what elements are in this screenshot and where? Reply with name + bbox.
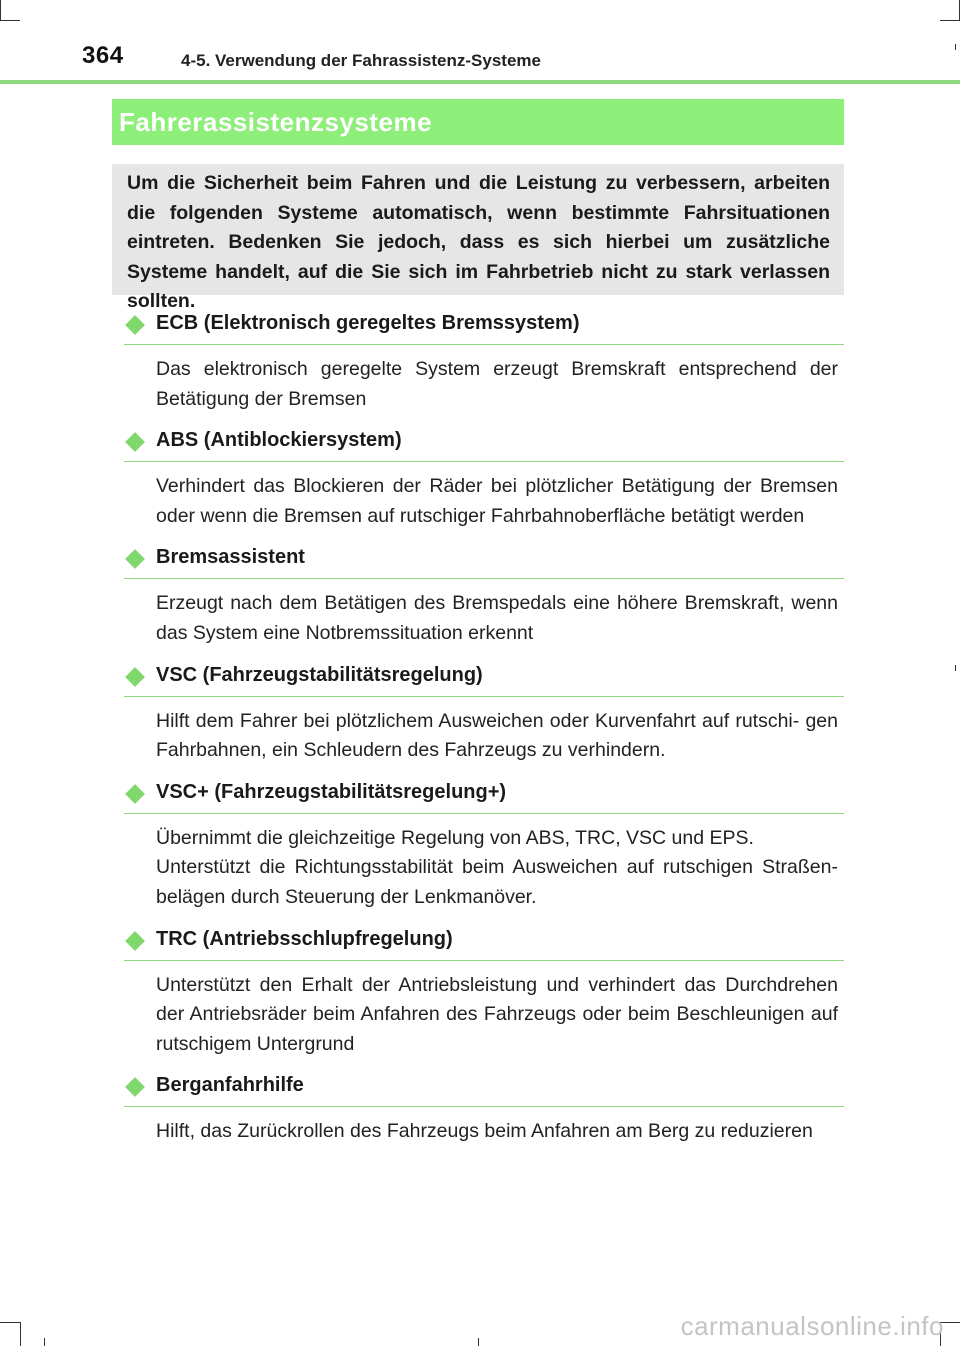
item-heading xyxy=(124,660,844,697)
list-item xyxy=(124,1070,844,1147)
item-title: TRC (Antriebsschlupfregelung) xyxy=(156,927,453,950)
item-title: ECB (Elektronisch geregeltes Bremssystem) xyxy=(156,312,580,334)
diamond-bullet-icon xyxy=(125,1077,145,1097)
item-description: Übernimmt die gleichzeitige Regelung von ABS, TRC, VSC und EPS. xyxy=(156,826,754,849)
item-title: Berganfahrhilfe xyxy=(156,1074,304,1097)
item-description: Hilft dem Fahrer bei plötzlichem Ausweichen oder Kurvenfahrt auf rutschi- gen Fahrbahnen, ein Schleudern des Fahrzeugs zu verhindern. xyxy=(156,709,838,762)
crop-mark xyxy=(955,665,956,671)
diamond-bullet-icon xyxy=(125,931,145,951)
list-item xyxy=(124,425,844,531)
list-item xyxy=(124,542,844,648)
section-title: Fahrerassistenzsysteme xyxy=(119,107,433,137)
crop-mark xyxy=(478,1338,479,1346)
item-description: Das elektronisch geregelte System erzeugt Bremskraft entsprechend der Betätigung der Bremsen xyxy=(156,358,838,410)
page-number: 364 xyxy=(82,42,124,69)
diamond-bullet-icon xyxy=(125,784,145,804)
list-item xyxy=(124,777,844,913)
item-heading xyxy=(124,308,844,345)
item-description: Hilft, das Zurückrollen des Fahrzeugs beim Anfahren am Berg zu reduzieren xyxy=(156,1120,813,1143)
intro-text: Um die Sicherheit beim Fahren und die Leistung zu verbessern, arbeiten die folgenden Systeme automatisch, wenn bestimmte Fahrsituationen eintreten. Bedenken Sie jedoch, dass es sich hierbei um zusätzliche Systeme handelt, auf die Sie sich im Fahrbetrieb nicht zu stark verlassen sollten. xyxy=(127,172,830,312)
section-banner xyxy=(112,99,844,145)
crop-mark xyxy=(44,1338,45,1346)
item-description: Verhindert das Blockieren der Räder bei plötzlicher Betätigung der Bremsen oder wenn die Bremsen auf rutschiger Fahrbahnoberfläche betätigt werden xyxy=(156,475,838,527)
intro-box xyxy=(112,164,844,312)
diamond-bullet-icon xyxy=(125,315,145,335)
page-header xyxy=(0,0,960,84)
item-title: VSC+ (Fahrzeugstabilitätsregelung+) xyxy=(156,780,507,803)
crop-mark xyxy=(20,1322,21,1346)
item-heading xyxy=(124,777,844,814)
diamond-bullet-icon xyxy=(125,549,145,569)
crop-mark xyxy=(0,1322,20,1323)
item-heading xyxy=(124,924,844,961)
list-item xyxy=(124,308,844,414)
item-heading xyxy=(124,1070,844,1107)
watermark: carmanualsonline.info xyxy=(680,1311,944,1341)
item-title: Bremsassistent xyxy=(156,546,305,569)
item-description: Unterstützt die Richtungsstabilität beim Ausweichen auf rutschigen Straßen- belägen durch Steuerung der Lenkmanöver. xyxy=(156,856,838,908)
diamond-bullet-icon xyxy=(125,432,145,452)
item-heading xyxy=(124,542,844,579)
header-divider xyxy=(0,80,960,84)
list-item xyxy=(124,660,844,766)
item-title: VSC (Fahrzeugstabilitätsregelung) xyxy=(156,663,483,686)
item-heading xyxy=(124,425,844,462)
chapter-title: 4-5. Verwendung der Fahrassistenz-Systeme xyxy=(181,51,541,70)
list-item xyxy=(124,924,844,1060)
item-description: Erzeugt nach dem Betätigen des Bremspedals eine höhere Bremskraft, wenn das System eine Notbremssituation erkennt xyxy=(156,592,838,644)
item-description: Unterstützt den Erhalt der Antriebsleistung und verhindert das Durchdrehen der Antriebsräder beim Anfahren des Fahrzeugs oder beim Beschleunigen auf rutschigem Untergrund xyxy=(156,973,838,1055)
diamond-bullet-icon xyxy=(125,667,145,687)
item-title: ABS (Antiblockiersystem) xyxy=(156,429,402,452)
feature-list xyxy=(124,308,844,1158)
